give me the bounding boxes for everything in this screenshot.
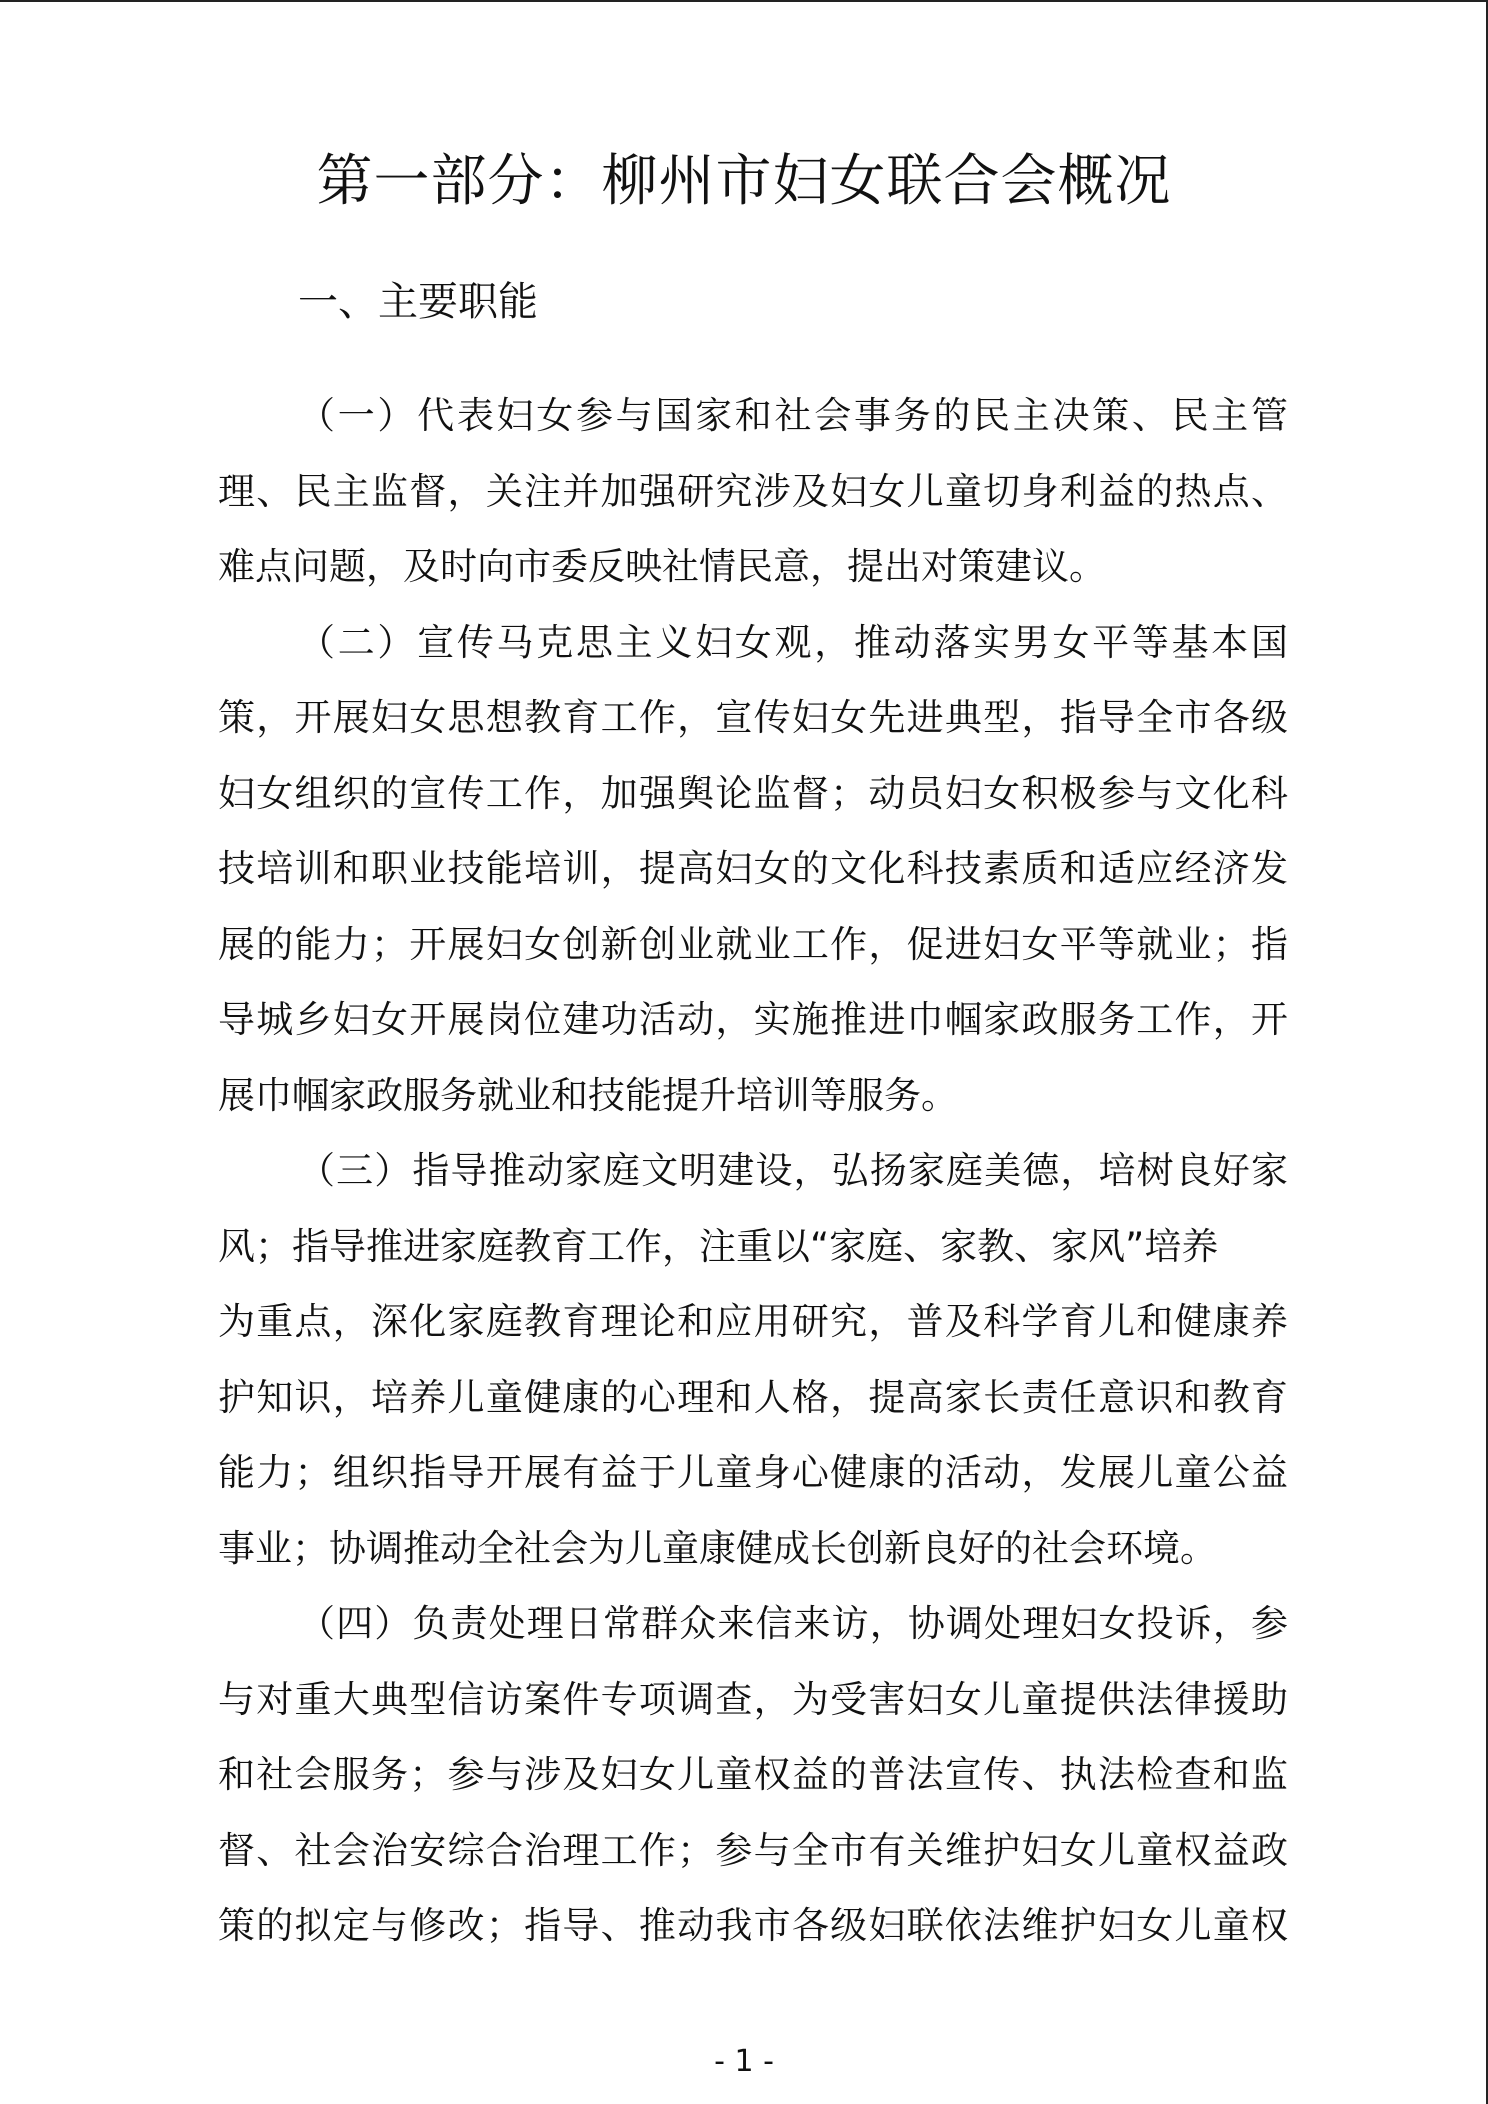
paragraph-line: 和社会服务；参与涉及妇女儿童权益的普法宣传、执法检查和监	[218, 1753, 1288, 1796]
paragraph-3	[218, 1133, 1288, 1586]
paragraph-line: 展的能力；开展妇女创新创业就业工作，促进妇女平等就业；指	[218, 922, 1288, 966]
paragraph-line: 为重点，深化家庭教育理论和应用研究，普及科学育儿和健康养	[218, 1300, 1288, 1343]
paragraph-4	[218, 1586, 1288, 1964]
paragraph-line: 与对重大典型信访案件专项调查，为受害妇女儿童提供法律援助	[218, 1677, 1288, 1721]
paragraph-line: 展巾帼家政服务就业和技能提升培训等服务。	[218, 1073, 958, 1117]
paragraph-line: 风；指导推进家庭教育工作，注重以“家庭、家教、家风”培养	[218, 1224, 1219, 1268]
paragraph-line: （二）宣传马克思主义妇女观，推动落实男女平等基本国	[298, 620, 1288, 664]
paragraph-2	[218, 605, 1288, 1134]
paragraph-line: （一）代表妇女参与国家和社会事务的民主决策、民主管	[298, 394, 1288, 437]
paragraph-line: 事业；协调推动全社会为儿童康健成长创新良好的社会环境。	[218, 1526, 1217, 1570]
paragraph-line: 策，开展妇女思想教育工作，宣传妇女先进典型，指导全市各级	[218, 696, 1288, 739]
paragraph-line: 难点问题，及时向市委反映社情民意，提出对策建议。	[218, 545, 1106, 588]
paragraph-line: 策的拟定与修改；指导、推动我市各级妇联依法维护妇女儿童权	[218, 1904, 1288, 1947]
paragraph-line: 导城乡妇女开展岗位建功活动，实施推进巾帼家政服务工作，开	[218, 998, 1288, 1041]
paragraph-line: （四）负责处理日常群众来信来访，协调处理妇女投诉，参	[298, 1602, 1288, 1645]
paragraph-line: 督、社会治安综合治理工作；参与全市有关维护妇女儿童权益政	[218, 1828, 1288, 1872]
paragraph-line: 妇女组织的宣传工作，加强舆论监督；动员妇女积极参与文化科	[218, 771, 1288, 815]
paragraph-line: 技培训和职业技能培训，提高妇女的文化科技素质和适应经济发	[218, 847, 1288, 890]
paragraph-line: 理、民主监督，关注并加强研究涉及妇女儿童切身利益的热点、	[218, 469, 1288, 513]
paragraph-line: （三）指导推动家庭文明建设，弘扬家庭美德，培树良好家	[298, 1149, 1288, 1192]
paragraph-1	[218, 378, 1288, 605]
paragraph-line: 护知识，培养儿童健康的心理和人格，提高家长责任意识和教育	[218, 1375, 1288, 1419]
page-title: 第一部分：柳州市妇女联合会概况	[316, 149, 1172, 214]
paragraph-line: 能力；组织指导开展有益于儿童身心健康的活动，发展儿童公益	[218, 1451, 1288, 1494]
page-number: - 1 -	[714, 2044, 774, 2079]
document-body	[218, 378, 1288, 1964]
section-heading: 一、主要职能	[298, 279, 538, 325]
